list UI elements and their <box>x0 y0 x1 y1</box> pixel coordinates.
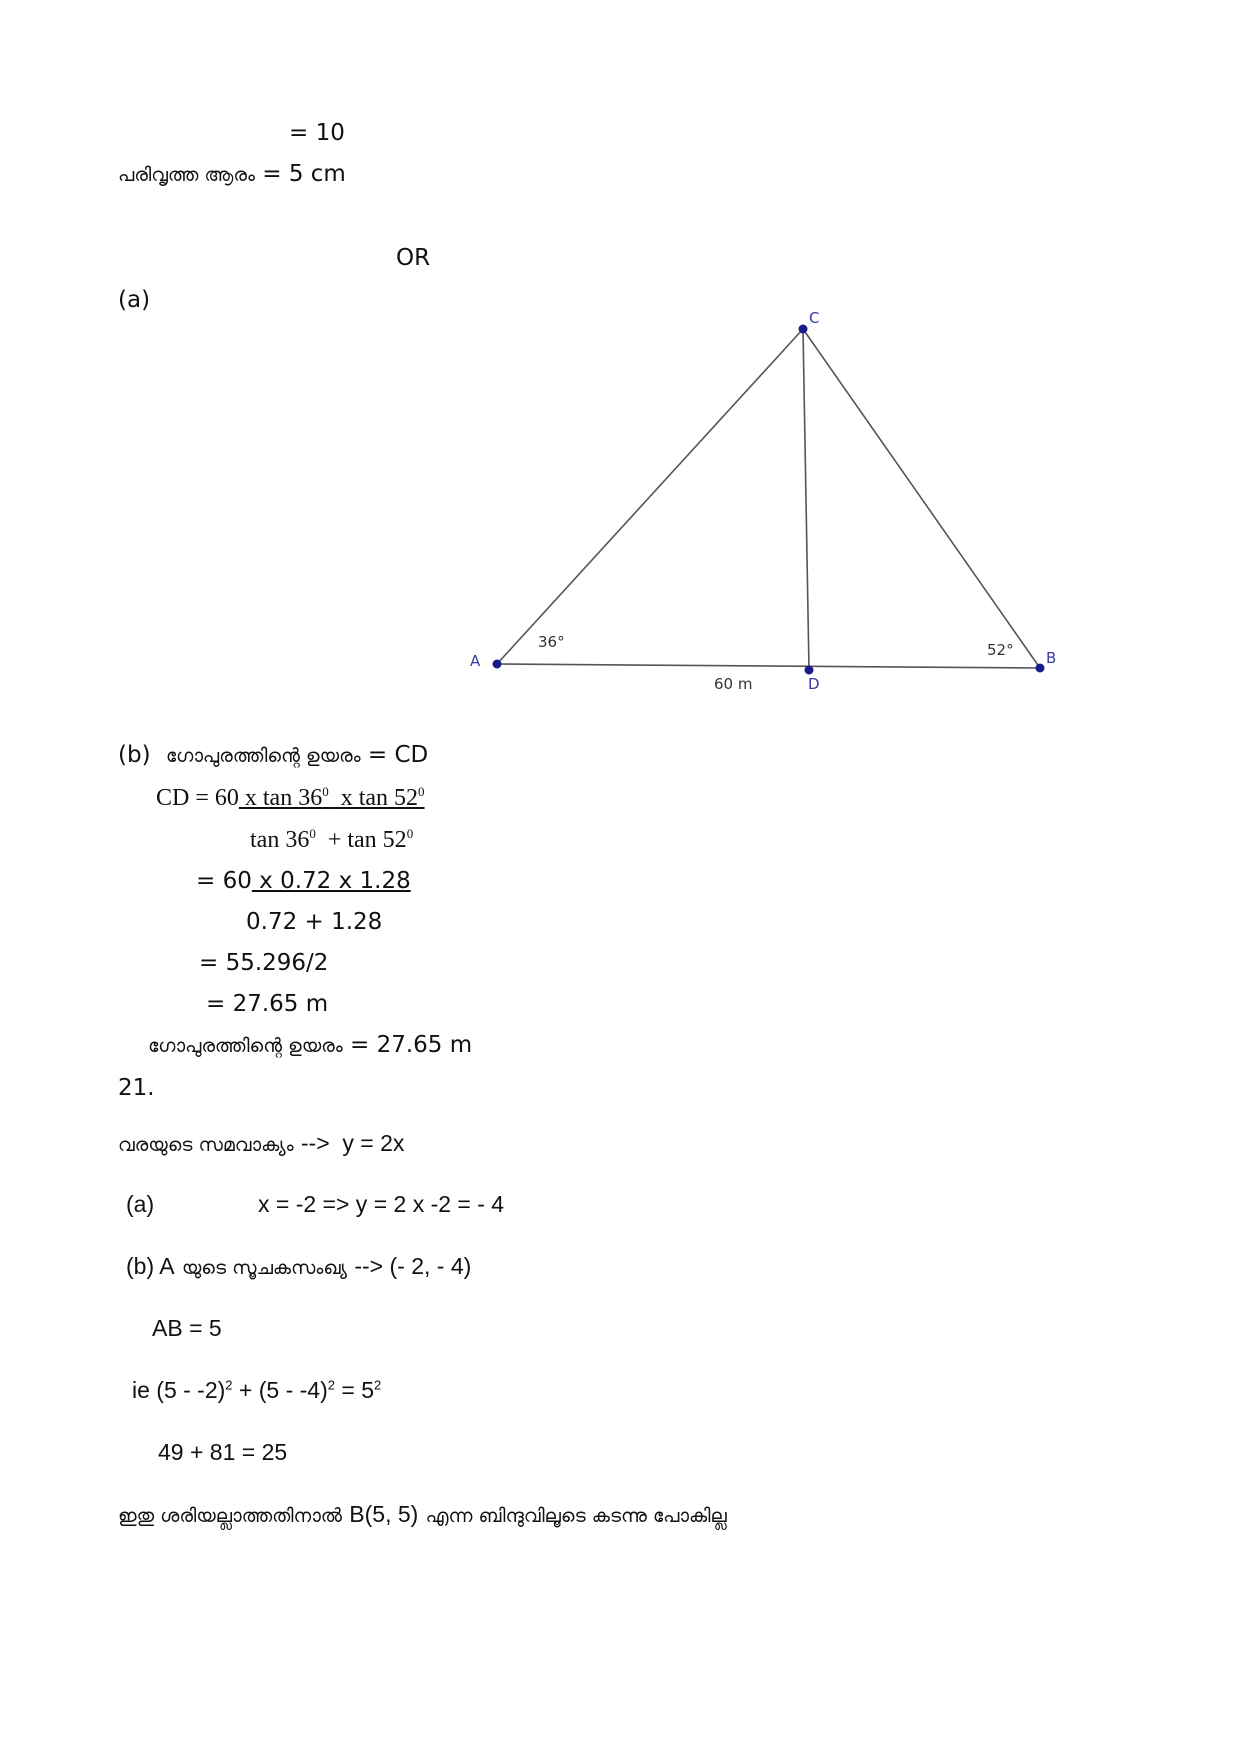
conclusion <box>118 1503 727 1527</box>
denominator-tan52: + tan 52 <box>315 827 407 853</box>
circumradius-label: പരിവൃത്ത ആരം <box>118 164 255 186</box>
ab-distance: AB = 5 <box>152 1315 222 1341</box>
part-b-heading <box>118 744 428 767</box>
ie-part-a: ie (5 - -2) <box>132 1377 226 1403</box>
tower-height-label: ഗോപുരത്തിന്റെ ഉയരം <box>165 745 361 767</box>
label-c: C <box>809 309 820 327</box>
degree-sup: 0 <box>418 784 425 799</box>
angle-a-label: 36° <box>538 633 565 651</box>
part-a-label: (a) <box>118 287 151 313</box>
formula-numerator <box>156 786 425 810</box>
degree-sup: 0 <box>406 826 414 841</box>
conclusion-part-c: എന്ന ബിന്ദുവിലൂടെ കടന്നു പോകില്ല <box>425 1505 727 1527</box>
numerator-text <box>239 785 425 811</box>
step2-numerator <box>196 870 411 893</box>
final-label: ഗോപുരത്തിന്റെ ഉയരം <box>148 1035 343 1057</box>
part-b-label: (b) <box>118 742 151 768</box>
label-a: A <box>470 652 481 670</box>
circumradius-value: = 5 cm <box>262 161 346 187</box>
numerator-tan52: x tan 52 <box>328 785 419 811</box>
label-b: B <box>1046 649 1057 667</box>
step2-prefix: = 60 <box>196 868 252 894</box>
q21-a-label: (a) <box>126 1191 155 1217</box>
altitude-cd <box>803 329 809 670</box>
label-d: D <box>808 675 820 693</box>
cd-prefix: CD = 60 <box>156 785 239 811</box>
conclusion-part-a: ഇതു ശരിയല്ലാത്തതിനാൽ <box>118 1505 342 1527</box>
formula-denominator <box>250 828 413 852</box>
degree-sup: 0 <box>309 826 316 841</box>
point-a <box>493 660 502 669</box>
square-sup: 2 <box>374 1377 382 1393</box>
ie-part-c: = 5 <box>334 1377 374 1403</box>
denominator-tan36: tan 36 <box>250 827 310 853</box>
square-sup: 2 <box>225 1377 233 1393</box>
q21-b-value: --> (- 2, - 4) <box>354 1253 472 1279</box>
sum-check: 49 + 81 = 25 <box>158 1439 288 1465</box>
line-equation <box>118 1132 404 1156</box>
triangle-figure <box>0 0 1240 720</box>
step2-num: x 0.72 x 1.28 <box>251 868 411 894</box>
edge-cb <box>803 329 1040 668</box>
square-sup: 2 <box>327 1377 335 1393</box>
question-number: 21. <box>118 1075 155 1101</box>
final-answer <box>148 1034 472 1057</box>
point-c <box>799 325 808 334</box>
q21-b-ml: യുടെ സൂചകസംഖ്യ <box>181 1257 348 1279</box>
distance-equation <box>132 1379 381 1402</box>
point-d <box>805 666 814 675</box>
q21-b-prefix: (b) A <box>126 1253 175 1279</box>
conclusion-point: B(5, 5) <box>349 1501 419 1527</box>
result-10: = 10 <box>289 120 345 146</box>
line-eq-label: വരയുടെ സമവാക്യം <box>118 1134 294 1156</box>
q21-b-line <box>126 1255 471 1279</box>
line-eq-value: --> y = 2x <box>300 1130 405 1156</box>
step3: = 55.296/2 <box>199 950 329 976</box>
tower-height-eq: = CD <box>367 742 429 768</box>
step4: = 27.65 m <box>206 991 329 1017</box>
edge-ab <box>497 664 1040 668</box>
step2-denominator: 0.72 + 1.28 <box>246 909 383 935</box>
ie-part-b: + (5 - -4) <box>232 1377 328 1403</box>
final-value: = 27.65 m <box>350 1032 473 1058</box>
or-divider: OR <box>396 245 431 271</box>
angle-b-label: 52° <box>987 641 1014 659</box>
degree-sup: 0 <box>322 784 329 799</box>
point-b <box>1036 664 1045 673</box>
q21-a-eq: x = -2 => y = 2 x -2 = - 4 <box>258 1191 505 1217</box>
base-length-label: 60 m <box>714 675 753 693</box>
edge-ac <box>497 329 803 664</box>
numerator-tan36: x tan 36 <box>238 785 323 811</box>
